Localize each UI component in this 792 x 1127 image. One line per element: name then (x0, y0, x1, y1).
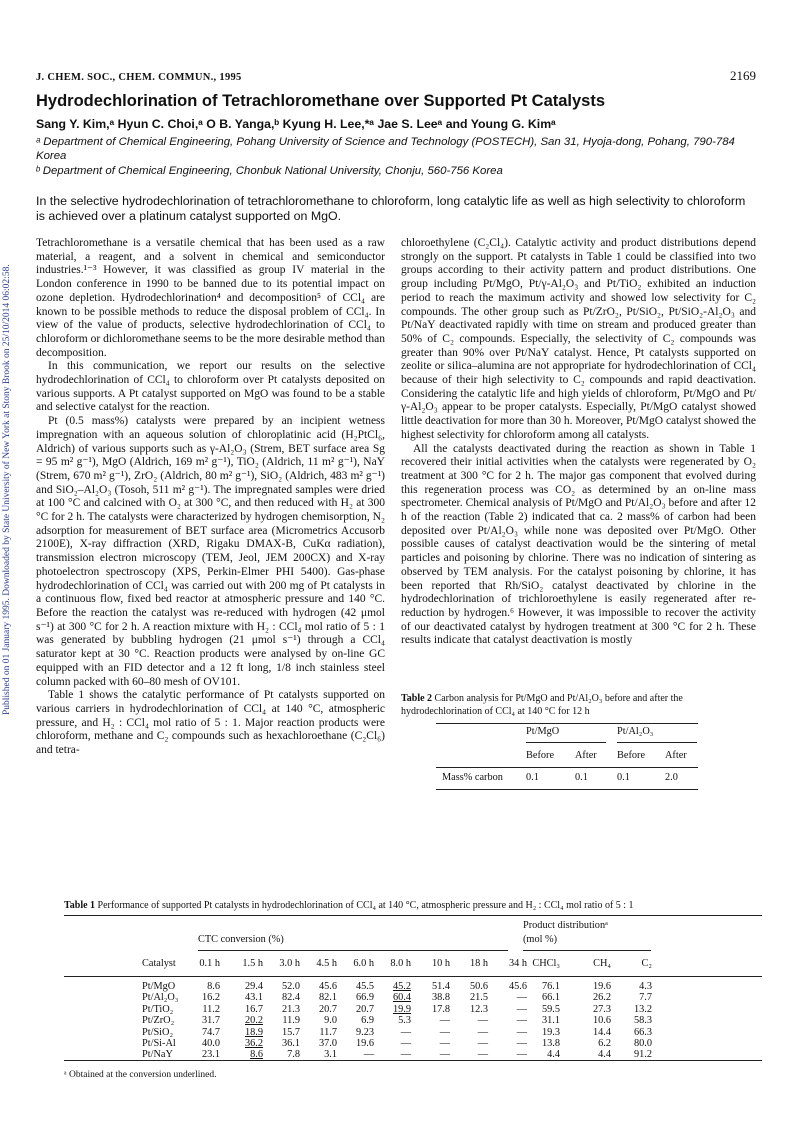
table1-conversion-cell: — (439, 1015, 450, 1027)
table1-conversion-cell: 74.7 (201, 1026, 220, 1038)
table1-conversion-cell: 45.5 (355, 981, 374, 992)
table1-time-head: 0.1 h (199, 958, 220, 969)
table1-pd-rule (523, 950, 651, 951)
table1-conversion-cell: — (516, 1003, 527, 1015)
table1-conversion-cell: 19.9 (392, 1003, 411, 1015)
affiliation-b: ᵇ Department of Chemical Engineering, Chonbuk National University, Chonju, 560-756 Korea (36, 165, 503, 177)
table1-conversion-cell: 12.3 (469, 1003, 488, 1015)
table1-group-head-pd-unit: (mol %) (523, 934, 558, 945)
table2-subhead: Before (617, 750, 646, 761)
table1-product-head: C₂ (641, 958, 652, 969)
table1-conversion-cell: 6.9 (361, 1015, 374, 1027)
table1-conversion-cell: 8.6 (250, 1049, 263, 1061)
table2-subhead: After (665, 750, 687, 761)
table2-group-head: Pt/MgO (526, 726, 560, 737)
table1-conversion-cell: 21.3 (281, 1003, 300, 1015)
table1-conversion-cell: 5.3 (398, 1015, 411, 1027)
table1-conversion-cell: 9.23 (355, 1026, 374, 1038)
table1-caption (64, 900, 764, 911)
table1-conversion-cell: 19.6 (355, 1038, 374, 1049)
table2-cell: 0.1 (617, 772, 630, 783)
table1-conversion-cell: 11.2 (202, 1003, 220, 1015)
table1-catalyst-cell: Pt/TiO₂ (142, 1003, 174, 1015)
table2-caption (401, 693, 756, 718)
table1-product-cell: 59.5 (541, 1003, 560, 1015)
table1-conversion-cell: — (400, 1049, 411, 1061)
table1-conversion-cell: — (516, 1026, 527, 1038)
table1-conversion-cell: 45.2 (392, 981, 411, 992)
table2-cell: 0.1 (526, 772, 539, 783)
affiliation-a: ᵃ Department of Chemical Engineering, Pohang University of Science and Technology (POSTECH), San 31, Hyoja-dong, Pohang, 790-784 Korea (36, 136, 735, 162)
table1-conversion-cell: 52.0 (281, 981, 300, 992)
table1-conversion-cell: — (439, 1038, 450, 1049)
table1-conversion-cell: 20.7 (318, 1003, 337, 1015)
table1-conversion-cell: — (477, 1038, 488, 1049)
table1-product-cell: 4.4 (598, 1049, 611, 1061)
table2-subhead: After (575, 750, 597, 761)
table2-bottom-rule (436, 789, 698, 790)
table1-conversion-cell: — (439, 1049, 450, 1061)
table1-conversion-cell: — (516, 1049, 527, 1061)
table1-time-head: 3.0 h (279, 958, 300, 969)
table1-caption-text: Performance of supported Pt catalysts in hydrodechlorination of CCl₄ at 140 °C, atmospheric pressure and H₂ : CCl₄ mol ratio of 5 : 1 (97, 900, 634, 911)
table1-time-head: 6.0 h (353, 958, 374, 969)
table1-conversion-cell: 20.2 (244, 1015, 263, 1027)
table1-product-cell: 19.6 (592, 981, 611, 992)
table1-conversion-cell: 82.4 (281, 992, 300, 1004)
table1-product-cell: 26.2 (592, 992, 611, 1004)
table2-top-rule (436, 723, 698, 724)
table1-product-cell: 14.4 (592, 1026, 611, 1038)
table1-conversion-cell: 16.7 (244, 1003, 263, 1015)
table1-conversion-cell: 18.9 (244, 1026, 263, 1038)
table1-time-head: 1.5 h (242, 958, 263, 969)
table1-product-cell: 27.3 (592, 1003, 611, 1015)
table1-product-cell: 76.1 (541, 981, 560, 992)
body-column-right (401, 237, 756, 648)
table2-row-label: Mass% carbon (442, 772, 503, 783)
table2-mid-rule (436, 767, 698, 768)
table1-product-cell: 66.3 (633, 1026, 652, 1038)
paragraph: Pt (0.5 mass%) catalysts were prepared by an incipient wetness impregnation with an aqueous solution of chloroplatinic acid (H₂PtCl₆, Aldrich) of various supports such as γ-Al₂O₃ (Strem, BET surface area Sg = 95 m² g⁻¹), MgO (Aldrich, 169 m² g⁻¹), TiO₂ (Aldrich, 11 m² g⁻¹), NaY (Strem, 670 m² g⁻¹), ZrO₂ (Aldrich, 80 m² g⁻¹), SiO₂ (Aldrich, 483 m² g⁻¹) and SiO₂–Al₂O₃ (Tosoh, 511 m² g⁻¹). The impregnated samples were dried at 100 °C and calcined with O₂ at 300 °C, and then reduced with H₂ at 300 °C for 2 h. The catalysts were characterized by hydrogen chemisorption, N₂ adsorption for measurement of BET surface area (Micrometrics Accusorb 2100E), X-ray diffraction (XRD, Rigaku DMAX-B, CuKα radiation), transmission electron microscopy (TEM, Jeol, JEM 200CX) and X-ray photoelectron spectroscopy (XPS, Perkin-Elmer PHI 5400). Gas-phase hydrodechlorination of CCl₄ was carried out with 200 mg of Pt catalysts in a continuous flow, fixed bed reactor at atmospheric pressure and 140 °C. Before the reaction the catalyst was re-reduced with hydrogen (42 μmol s⁻¹) at 300 °C for 2 h. A reaction mixture with H₂ : CCl₄ mol ratio of 5 : 1 was generated by bubbling hydrogen (21 μmol s⁻¹) through a CCl₄ saturator kept at 30 °C. Reaction products were analysed by on-line GC equipped with an FID detector and a 12 ft long, 1/8 inch stainless steel column packed with 60–80 mesh of OV101. (36, 415, 385, 688)
table1-catalyst-cell: Pt/SiO₂ (142, 1026, 174, 1038)
table1-group-head-ctc: CTC conversion (%) (198, 934, 284, 945)
table1-conversion-cell: — (516, 1015, 527, 1027)
table1-conversion-cell: 36.1 (281, 1038, 300, 1049)
table1-conversion-cell: 11.7 (319, 1026, 337, 1038)
table2-cell: 2.0 (665, 772, 678, 783)
table1-conversion-cell: 20.7 (355, 1003, 374, 1015)
table2-cell: 0.1 (575, 772, 588, 783)
table1-conversion-cell: — (477, 1026, 488, 1038)
table1-conversion-cell: 3.1 (324, 1049, 337, 1061)
table2-group-rule (526, 742, 606, 743)
table1-conversion-cell: 82.1 (318, 992, 337, 1004)
table1-conversion-cell: — (439, 1026, 450, 1038)
table1-conversion-cell: — (400, 1026, 411, 1038)
table1-conversion-cell: 45.6 (318, 981, 337, 992)
table1-conversion-cell: 45.6 (508, 981, 527, 992)
table1-conversion-cell: 43.1 (244, 992, 263, 1004)
download-notice-text: Published on 01 January 1995. Downloaded by State University of New York at Stony Brook on 25/10/2014 06:02:58. (2, 264, 12, 715)
table2-caption-text: Carbon analysis for Pt/MgO and Pt/Al₂O₃ before and after the hydrodechlorination of CCl₄ at 140 °C for 12 h (401, 693, 683, 717)
table1-conversion-cell: 37.0 (318, 1038, 337, 1049)
table1-ctc-rule (198, 950, 508, 951)
table1-conversion-cell: 8.6 (207, 981, 220, 992)
table1-conversion-cell: 21.5 (469, 992, 488, 1004)
paragraph: chloroethylene (C₂Cl₄). Catalytic activity and product distributions depend strongly on the support. Pt catalysts in Table 1 could be classified into two groups according to their activity pattern and product distributions. One group including Pt/MgO, Pt/γ-Al₂O₃ and Pt/TiO₂ exhibited an induction period to reach the maximum activity and showed low selectivity for C₂ compounds. The other group such as Pt/ZrO₂, Pt/SiO₂, Pt/SiO₂-Al₂O₃ and Pt/NaY deactivated rapidly with time on stream and produced greater than 50% of C₂ compounds. Especially, the selectivity of C₂ compounds was greater than 90% over Pt/NaY catalyst. Hence, Pt catalysts supported on zeolite or silica–alumina are not appropriate for hydrodechlorination of CCl₄ because of their high selectivity to C₂ compounds and rapid deactivation. Considering the catalytic life and high yields of chloroform, Pt/MgO and Pt/γ-Al₂O₃ appear to be proper catalysts. Especially, Pt/MgO catalyst showed little deactivation for more than 30 h. Moreover, Pt/MgO catalyst showed the highest selectivity for chloroform among all catalysts. (401, 237, 756, 441)
table1-conversion-cell: — (477, 1015, 488, 1027)
table1-label: Table 1 (64, 900, 96, 911)
table2-label: Table 2 (401, 693, 433, 704)
body-column-left (36, 237, 385, 758)
journal-header: J. CHEM. SOC., CHEM. COMMUN., 1995 (36, 72, 242, 83)
table1-conversion-cell: 23.1 (201, 1049, 220, 1061)
table1-catalyst-cell: Pt/Si-Al (142, 1038, 176, 1049)
table1-time-head: 18 h (469, 958, 488, 969)
table1-conversion-cell: 11.9 (282, 1015, 300, 1027)
table1-time-head: 8.0 h (390, 958, 411, 969)
table2-group-rule (617, 742, 697, 743)
table1-conversion-cell: 7.8 (287, 1049, 300, 1061)
table1-conversion-cell: — (400, 1038, 411, 1049)
table1-conversion-cell: 31.7 (201, 1015, 220, 1027)
table1-conversion-cell: 9.0 (324, 1015, 337, 1027)
table1-product-cell: 10.6 (592, 1015, 611, 1027)
table1-product-cell: 6.2 (598, 1038, 611, 1049)
table1-product-cell: 7.7 (639, 992, 652, 1004)
table1-conversion-cell: — (477, 1049, 488, 1061)
table1-conversion-cell: — (363, 1049, 374, 1061)
table1-conversion-cell: — (516, 992, 527, 1004)
table1-mid-rule (64, 976, 762, 977)
table1-product-cell: 58.3 (633, 1015, 652, 1027)
table1-product-head: CH₄ (593, 958, 611, 969)
table1-conversion-cell: 36.2 (244, 1038, 263, 1049)
paragraph: Table 1 shows the catalytic performance of Pt catalysts supported on various carriers in hydrodechlorination of CCl₄ at 140 °C, atmospheric pressure, and H₂ : CCl₄ mol ratio of 5 : 1. Major reaction products were chloroform, methane and C₂ compounds such as hexachloroethane (C₂Cl₆) and tetra- (36, 689, 385, 757)
table1-product-cell: 91.2 (633, 1049, 652, 1061)
table1-catalyst-head: Catalyst (142, 958, 176, 969)
table1-conversion-cell: 51.4 (431, 981, 450, 992)
table1-time-head: 10 h (431, 958, 450, 969)
table1-conversion-cell: 17.8 (431, 1003, 450, 1015)
table1-conversion-cell: 60.4 (392, 992, 411, 1004)
table1-group-head-pd: Product distributionᵃ (523, 920, 608, 931)
table1-product-cell: 19.3 (541, 1026, 560, 1038)
table1-product-cell: 31.1 (541, 1015, 560, 1027)
table1-conversion-cell: 38.8 (431, 992, 450, 1004)
table1-conversion-cell: 40.0 (201, 1038, 220, 1049)
table1-catalyst-cell: Pt/MgO (142, 981, 176, 992)
table1-product-head: CHCl₃ (532, 958, 560, 969)
table1-product-cell: 13.2 (633, 1003, 652, 1015)
table1-product-cell: 4.4 (547, 1049, 560, 1061)
table1-catalyst-cell: Pt/ZrO₂ (142, 1015, 175, 1027)
table1-catalyst-cell: Pt/Al₂O₃ (142, 992, 179, 1004)
table1-footnote: ᵃ Obtained at the conversion underlined. (64, 1070, 217, 1080)
table1-conversion-cell: 66.9 (355, 992, 374, 1004)
table1-product-cell: 66.1 (541, 992, 560, 1004)
table1-product-cell: 4.3 (639, 981, 652, 992)
table1-product-cell: 80.0 (633, 1038, 652, 1049)
table1-conversion-cell: 15.7 (281, 1026, 300, 1038)
table1-top-rule (64, 915, 762, 916)
abstract: In the selective hydrodechlorination of tetrachloromethane to chloroform, long catalytic life as well as high selectivity to chloroform is achieved over a platinum catalyst supported on MgO. (36, 194, 746, 223)
page-number: 2169 (730, 68, 756, 83)
download-notice (2, 185, 16, 725)
table1-time-head: 34 h (508, 958, 527, 969)
table1-conversion-cell: 29.4 (244, 981, 263, 992)
paragraph: All the catalysts deactivated during the reaction as shown in Table 1 recovered their initial activities when the catalysts were regenerated by O₂ treatment at 300 °C for 2 h. The major gas component that evolved during this regeneration process was CO₂ as determined by an on-line mass spectrometer. Chemical analysis of Pt/MgO and Pt/Al₂O₃ before and after 12 h of the reaction (Table 2) indicated that ca. 2 mass% of carbon had been deposited over Pt/Al₂O₃ while none was deposited over Pt/MgO. Other possible causes of catalyst deactivation would be the sintering of metal particles and poisoning by chlorine. There was no indication of sintering as observed by TEM analysis. For the catalyst poisoning by chlorine, it has been reported that Rh/SiO₂ catalyst deactivated by chlorine in the hydrodechlorination of trichloroethylene is easily regenerated after re-reduction by hydrogen.⁶ However, it was impossible to recover the activity of our deactivated catalyst by hydrogen treatment at 300 °C for 2 h. These results indicate that catalyst deactivation is mostly (401, 442, 756, 647)
table1-conversion-cell: 50.6 (469, 981, 488, 992)
table2-subhead: Before (526, 750, 555, 761)
table1-conversion-cell: — (516, 1038, 527, 1049)
paragraph: Tetrachloromethane is a versatile chemical that has been used as a raw material, a reagent, and a solvent in chemical and semiconductor industries.¹⁻³ However, it was classified as group IV material in the London conference in 1990 to be banned due to its potential impact on ozone depletion. Hydrodechlorination⁴ and decomposition⁵ of CCl₄ are known to be possible methods to reduce the disposal problem of CCl₄. In view of the value of products, selective hydrodechlorination of CCl₄ to chloroform or dichloromethane seems to be the more desirable method than decomposition. (36, 237, 385, 359)
table1-catalyst-cell: Pt/NaY (142, 1049, 173, 1061)
table1-time-head: 4.5 h (316, 958, 337, 969)
article-title: Hydrodechlorination of Tetrachloromethane over Supported Pt Catalysts (36, 92, 606, 110)
table1-product-cell: 13.8 (541, 1038, 560, 1049)
table1-bottom-rule (64, 1060, 762, 1061)
paragraph: In this communication, we report our results on the selective hydrodechlorination of CCl₄ to chloroform over Pt catalysts deposited on various supports. A Pt catalyst supported on MgO was found to be a stable and selective catalyst for the reaction. (36, 360, 385, 414)
author-list: Sang Y. Kim,ᵃ Hyun C. Choi,ᵃ O B. Yanga,ᵇ Kyung H. Lee,*ᵃ Jae S. Leeᵃ and Young G. Kimᵃ (36, 117, 556, 131)
table1-conversion-cell: 16.2 (201, 992, 220, 1004)
table2-group-head: Pt/Al₂O₃ (617, 726, 654, 737)
